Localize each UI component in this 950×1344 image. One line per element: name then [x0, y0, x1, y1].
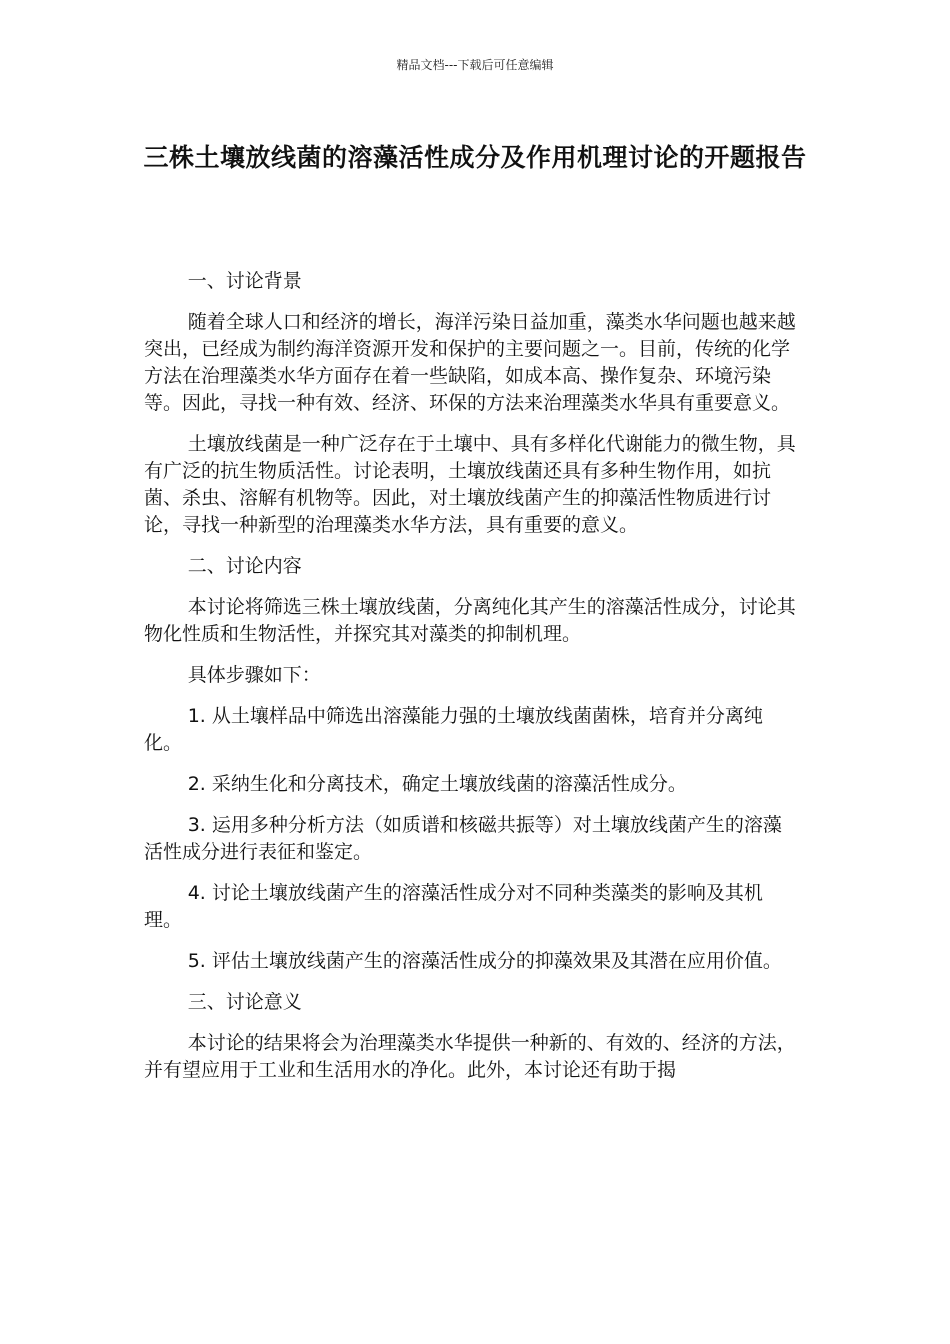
paragraph: 本讨论将筛选三株土壤放线菌，分离纯化其产生的溶藻活性成分，讨论其物化性质和生物活性，并探究其对藻类的抑制机理。 [144, 596, 796, 645]
list-item-step-2: 2. 采纳生化和分离技术，确定土壤放线菌的溶藻活性成分。 [187, 773, 687, 795]
section-heading-content: 二、讨论内容 [187, 555, 302, 577]
paragraph: 土壤放线菌是一种广泛存在于土壤中、具有多样化代谢能力的微生物，具有广泛的抗生物质活性。讨论表明，土壤放线菌还具有多种生物作用，如抗菌、杀虫、溶解有机物等。因此，对土壤放线菌产生的抑藻活性物质进行讨论，寻找一种新型的治理藻类水华方法，具有重要的意义。 [144, 433, 796, 536]
list-item-step-5: 5. 评估土壤放线菌产生的溶藻活性成分的抑藻效果及其潜在应用价值。 [187, 950, 782, 972]
list-item-step-4: 4. 讨论土壤放线菌产生的溶藻活性成分对不同种类藻类的影响及其机理。 [144, 882, 763, 931]
paragraph: 本讨论的结果将会为治理藻类水华提供一种新的、有效的、经济的方法，并有望应用于工业和生活用水的净化。此外，本讨论还有助于揭 [144, 1032, 796, 1081]
paragraph: 具体步骤如下： [187, 664, 321, 686]
page-header: 精品文档---下载后可任意编辑 [396, 58, 554, 72]
section-heading-background: 一、讨论背景 [187, 270, 302, 292]
paragraph: 随着全球人口和经济的增长，海洋污染日益加重，藻类水华问题也越来越突出，已经成为制约海洋资源开发和保护的主要问题之一。目前，传统的化学方法在治理藻类水华方面存在着一些缺陷，如成本高、操作复杂、环境污染等。因此，寻找一种有效、经济、环保的方法来治理藻类水华具有重要意义。 [144, 311, 796, 414]
document-body [144, 268, 800, 1098]
document-title: 三株土壤放线菌的溶藻活性成分及作用机理讨论的开题报告 [143, 143, 807, 172]
section-heading-significance: 三、讨论意义 [187, 991, 302, 1013]
list-item-step-3: 3. 运用多种分析方法（如质谱和核磁共振等）对土壤放线菌产生的溶藻活性成分进行表征和鉴定。 [144, 814, 782, 863]
list-item-step-1: 1. 从土壤样品中筛选出溶藻能力强的土壤放线菌菌株，培育并分离纯化。 [144, 705, 763, 754]
